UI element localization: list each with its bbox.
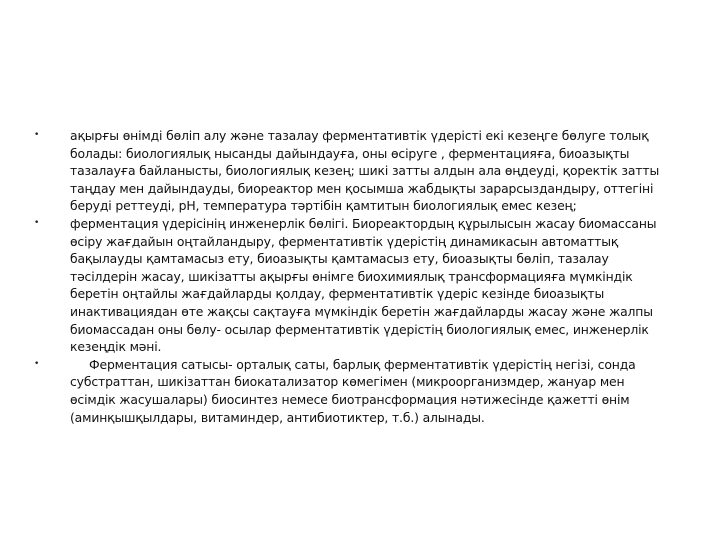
- bullet-marker: •: [34, 358, 40, 369]
- bullet-text: Ферментация сатысы- орталық саты, барлық ферментативтік үдерістің негізі, сонда субстраттан, шикізаттан биокатализатор көмегімен (микроорганизмдер, жануар мен өсімдік жасушалары) биосинтез немесе биотрансформация нәтижесінде қажетті өнім (аминқышқылдары, витаминдер, антибиотиктер, т.б.) алынады.: [70, 356, 640, 425]
- bullet-marker: •: [34, 130, 40, 140]
- bullet-list: [34, 127, 672, 426]
- bullet-text: ақырғы өнімді бөліп алу және тазалау ферментативтік үдерісті екі кезеңге бөлуге толық болады: биологиялық нысанды дайындауға, оны өсіруге , ферментацияға, биоазықты тазалауға байланысты, биологиялық кезең; шикі затты алдын ала өңдеуді, қоректік затты таңдау мен дайындауды, биореактор мен қосымша жабдықты зарарсыздандыру, оттегіні беруді реттеуді, рН, температура тәртібін қамтитын биологиялық емес кезең;: [70, 128, 660, 214]
- bullet-item: [34, 215, 672, 356]
- bullet-marker: •: [34, 217, 40, 228]
- bullet-item: [34, 127, 672, 215]
- bullet-item: [34, 356, 672, 426]
- bullet-text: ферментация үдерісінің инженерлік бөлігі. Биореактордың құрылысын жасау биомассаны өсіру жағдайын оңтайландыру, ферментативтік үдерістің динамикасын автоматтық бақылауды қамтамасыз ету, биоазықты қамтамасыз ету, биоазықты бөліп, тазалау тәсілдерін жасау, шикізатты ақырғы өнімге биохимиялық трансформацияға мүмкіндік беретін оңтайлы жағдайларды қолдау, ферментативтік үдеріс кезінде биоазықты инактивациядан өте жақсы сақтауға мүмкіндік беретін жағдайларды жасау және жалпы биомассадан оны бөлу- осылар ферментативтік үдерістің биологиялық емес, инженерлік кезеңдік мәні.: [70, 215, 657, 355]
